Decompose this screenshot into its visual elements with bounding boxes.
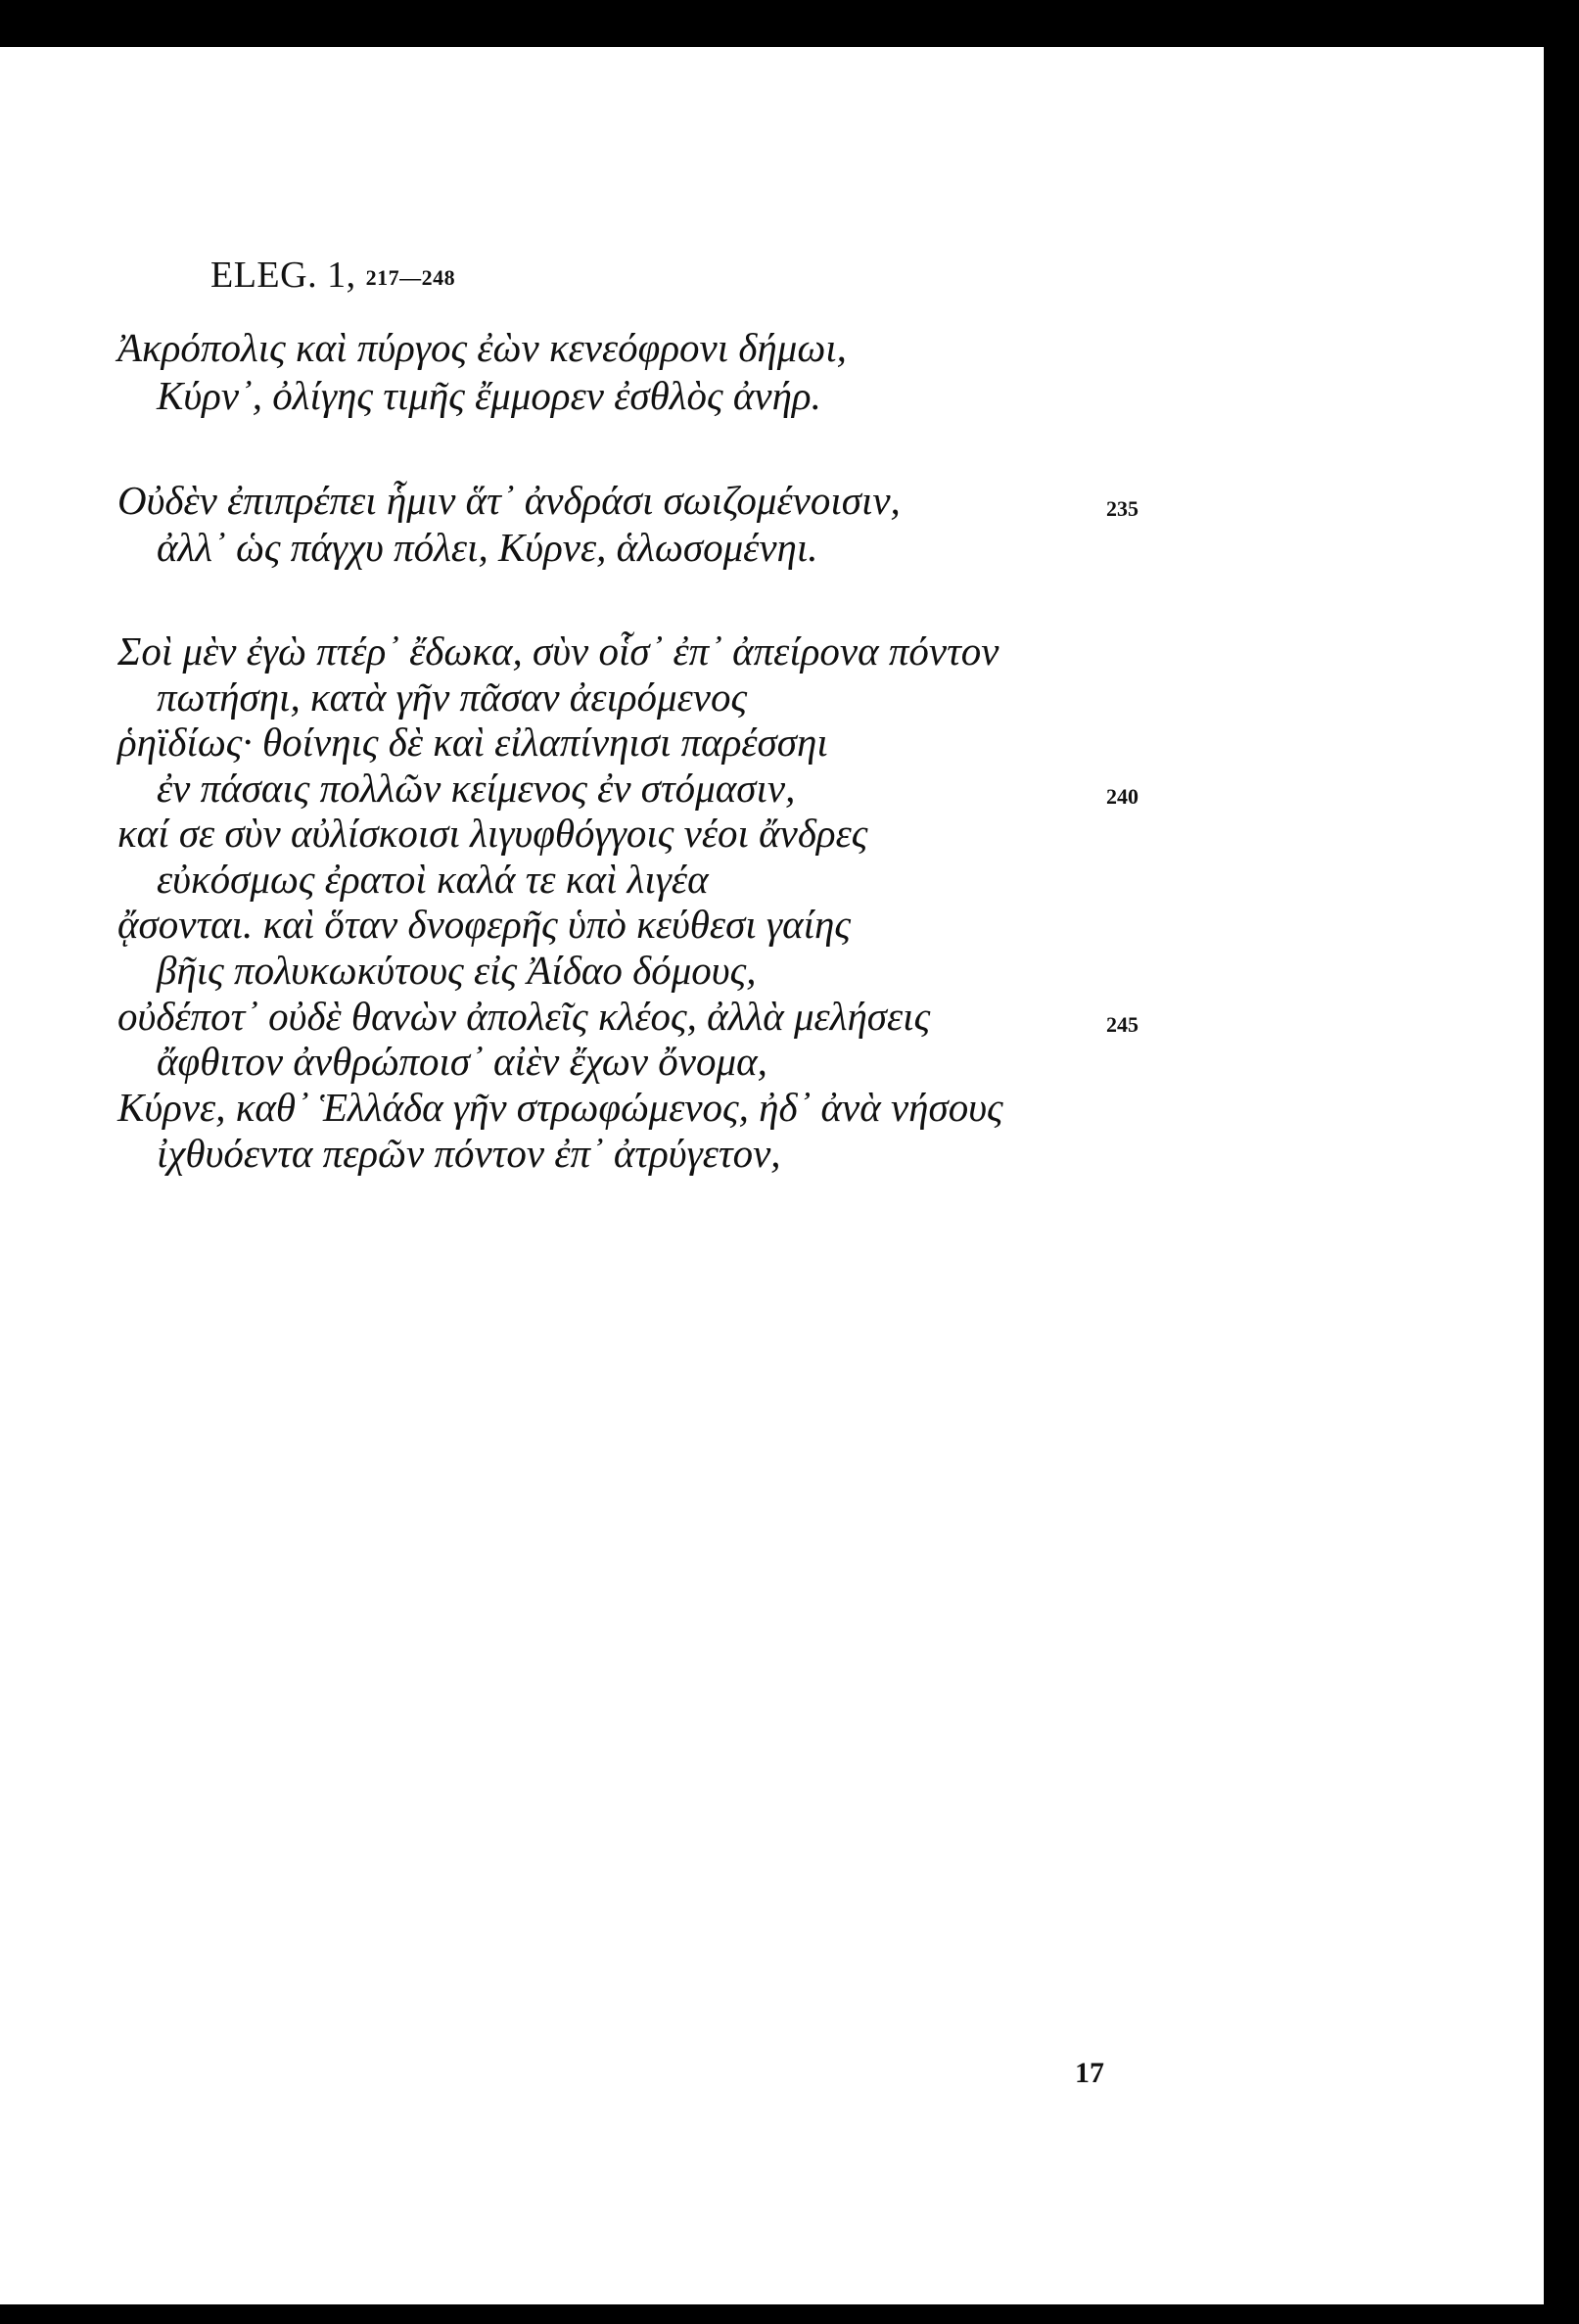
verse-line: ᾄσονται. καὶ ὅταν δνοφερῆς ὑπὸ κεύθεσι γαίης <box>117 902 851 947</box>
verse-line: εὐκόσμως ἐρατοὶ καλά τε καὶ λιγέα <box>157 857 709 902</box>
line-number: 245 <box>1106 1012 1138 1037</box>
verse-line: καί σε σὺν αὐλίσκοισι λιγυφθόγγοις νέοι ἄνδρες <box>117 811 868 856</box>
verse-line: Οὐδὲν ἐπιπρέπει ἧμιν ἅτ᾽ ἀνδράσι σωιζομένοισιν, <box>117 478 901 523</box>
verse-line: βῆις πολυκωκύτους εἰς Ἀίδαο δόμους, <box>157 948 757 993</box>
verse-line: Κύρν᾽, ὀλίγης τιμῆς ἔμμορεν ἐσθλὸς ἀνήρ. <box>157 373 821 418</box>
running-head <box>210 254 455 297</box>
verse-line: οὐδέποτ᾽ οὐδὲ θανὼν ἀπολεῖς κλέος, ἀλλὰ μελήσεις <box>117 994 931 1039</box>
book-page <box>0 47 1544 2304</box>
verse-line: Σοὶ μὲν ἐγὼ πτέρ᾽ ἔδωκα, σὺν οἷσ᾽ ἐπ᾽ ἀπείρονα πόντον <box>117 628 999 674</box>
verse-line: ῥηϊδίως· θοίνηις δὲ καὶ εἰλαπίνηισι παρέσσηι <box>117 720 828 765</box>
verse-line: Ἀκρόπολις καὶ πύργος ἐὼν κενεόφρονι δήμωι, <box>117 325 847 370</box>
line-number: 240 <box>1106 784 1138 809</box>
line-number: 235 <box>1106 496 1138 521</box>
verse-line: ἰχθυόεντα περῶν πόντον ἐπ᾽ ἀτρύγετον, <box>157 1131 781 1176</box>
verse-line: πωτήσηι, κατὰ γῆν πᾶσαν ἀειρόμενος <box>157 674 748 720</box>
verse-line: ἀλλ᾽ ὡς πάγχυ πόλει, Κύρνε, ἁλωσομένηι. <box>157 525 818 570</box>
running-head-title: ELEG. 1, <box>210 255 356 296</box>
running-head-range: 217—248 <box>365 265 456 290</box>
verse-line: Κύρνε, καθ᾽ Ἑλλάδα γῆν στρωφώμενος, ἠδ᾽ ἀνὰ νήσους <box>117 1085 1003 1130</box>
page-number: 17 <box>1075 2057 1104 2089</box>
verse-line: ἐν πάσαις πολλῶν κείμενος ἐν στόμασιν, <box>157 766 796 811</box>
verse-line: ἄφθιτον ἀνθρώποισ᾽ αἰὲν ἔχων ὄνομα, <box>157 1039 767 1084</box>
